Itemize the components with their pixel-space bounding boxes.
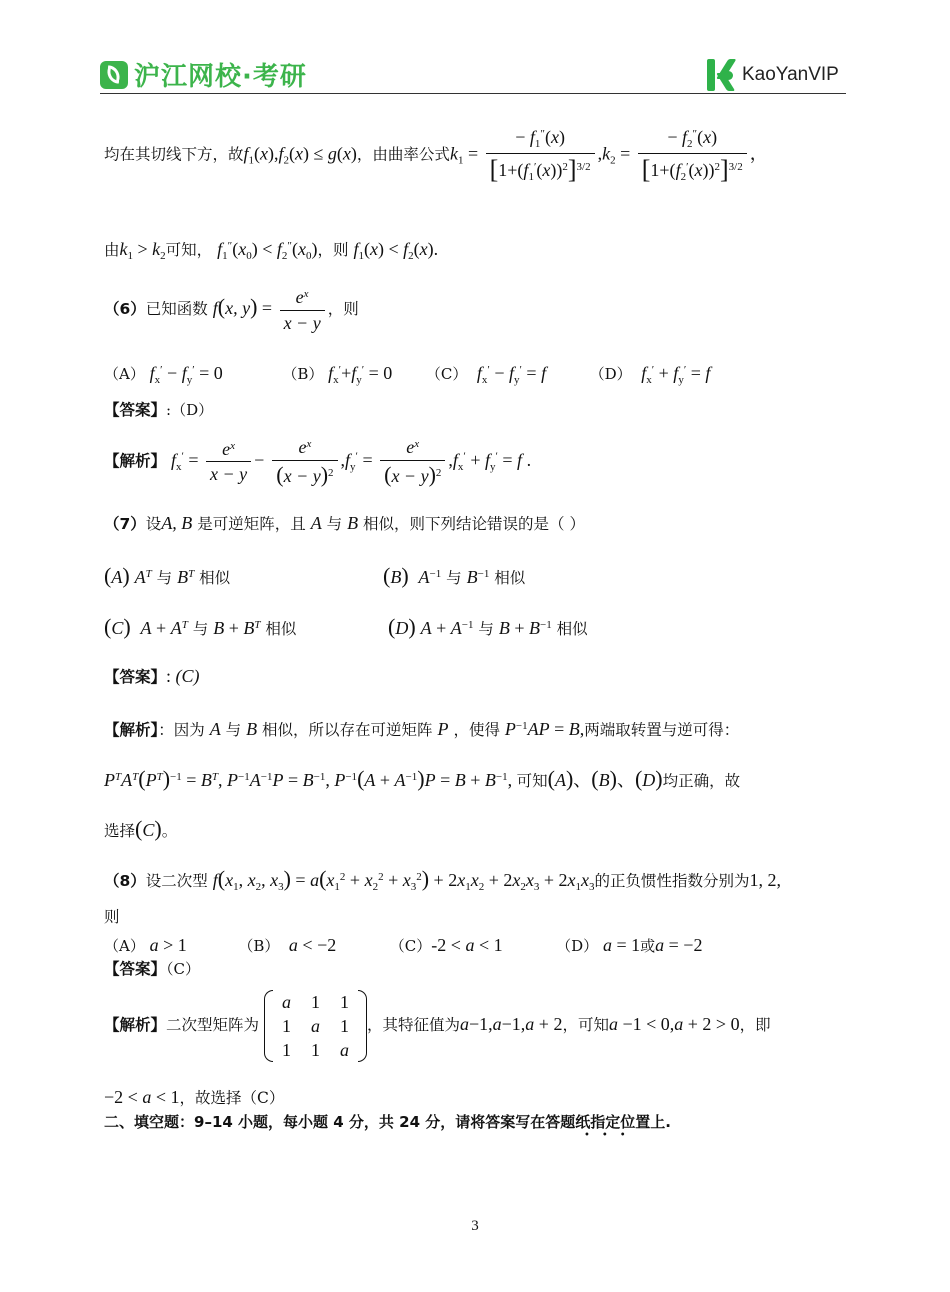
q6-solution: 【解析】 $f_x'$ = $\frac{e^x}{x - y}$ − $\frac{e^x}{(x - y)^2}$ $,f_y'$ = $\frac{e^x}{(x - y)^2}$ $,f_x' + f_y' = f$ . [104,437,532,487]
q8-number: （8） [104,872,146,890]
text: 。 [161,822,178,840]
question-7: （7）设A, B 是可逆矩阵，且 A 与 B 相似，则下列结论错误的是（ ） [104,513,585,533]
fraction: $\frac{e^x}{x - y}$ [206,440,251,484]
text: ，则 [317,241,349,259]
q7-solution-2: $P^TA^T(P^T)^{-1} = B^T$, $P^{-1}A^{-1}P = B^{-1}$, $P^{-1}(A + A^{-1})P = B + B^{-1}$, 可知(A)、(B)、(D)均正确，故 [104,766,741,791]
section-2-heading: 二、填空题：9–14 小题，每小题 4 分，共 24 分，请将答案写在答题纸指定位置上. [104,1113,671,1131]
text: 两端取转置与逆可得： [584,721,740,739]
matrix-cell: a [310,1016,320,1036]
solution-label: 【解析】 [104,451,167,470]
text: ，由曲率公式 [356,145,450,164]
text: 设二次型 [145,872,208,890]
text: 的正负惯性指数分别为 [594,872,750,890]
option-label: （C） [425,365,468,383]
question-6: （6）已知函数 f(x, y) = $\frac{e^x}{x - y}$ ，则 [104,287,359,333]
k2-fraction: $\frac{- f_2''(x)}{[1+(f_2'(x))^2]^{3/2}}$ [638,128,747,183]
q7-solution-3: 选择(C)。 [104,816,178,841]
text: -2 [431,935,447,955]
q8-continuation [104,910,120,926]
q7-option-a: (A) $A^T$ 与 $B^T$ 相似 [104,563,231,588]
text: ，即 [739,1016,771,1034]
q8-answer [104,962,200,978]
text: ：因为 [158,721,205,739]
option-label: （D） [589,365,632,383]
option-label: （B） [238,937,280,955]
kaoyanvip-logo-text: KaoYanVIP [742,64,839,85]
comparison-line: 由$k_1 > k_2$可知， $f_1''(x_0) < f_2''(x_0)$，则 $f_1(x) < f_2(x)$. [104,239,439,263]
text: 相似 [265,620,297,638]
option-label: （A） [104,937,145,955]
solution-label: 【解析】 [104,721,159,739]
text: 相似，所以存在可逆矩阵 [262,721,433,739]
text: ，故选择（C） [179,1089,285,1107]
text: 相似 [556,620,588,638]
matrix-cell: 1 [310,1040,320,1060]
text: 则 [104,908,120,926]
option-label: （A） [104,365,145,383]
matrix-cell: a [339,1040,349,1060]
text: 已知函数 [145,300,208,318]
text: 可知， [165,241,213,259]
q7-answer: 【答案】: (C) [104,666,200,686]
text: 相似，则下列结论错误的是（ ） [363,515,585,533]
text: 均在其切线下方，故 [104,145,244,164]
q8-solution-2: −2 < a < 1，故选择（C） [104,1087,285,1107]
text: 相似 [199,569,231,587]
text: 二次型矩阵为 [166,1016,260,1034]
text: ，则 [327,300,359,318]
q7-option-c: (C) $A + A^T$ 与 $B + B^T$ 相似 [104,614,297,639]
answer-value: (C) [175,666,200,686]
matrix-cell: 1 [281,1040,291,1060]
quadratic-form-matrix [264,990,367,1062]
q7-number: （7） [104,515,146,533]
answer-label: 【答案】 [104,668,167,686]
text: 设 [145,515,162,533]
k1-fraction: $\frac{- f_1''(x)}{[1+(f_1'(x))^2]^{3/2}}$ [486,128,595,183]
solution-label: 【解析】 [104,1016,167,1034]
q7-option-b: (B) $A^{-1}$ 与 $B^{-1}$ 相似 [383,563,526,588]
q6-number: （6） [104,300,146,318]
q8-solution-1: 【解析】二次型矩阵为 a 1 1 1 a 1 1 1 a ，其特征值为a−1,a−1,a + 2，可知a −1 < 0,a + 2 > 0，即 [104,992,771,1060]
text: 与 [478,620,494,638]
text: ，可知 [562,1016,609,1034]
text: 是可逆矩阵，且 [197,515,306,533]
matrix-cell: 1 [281,1016,291,1036]
text: 选择 [104,822,136,840]
option-label: （C） [389,937,432,955]
fraction: $\frac{e^x}{(x - y)^2}$ [380,438,445,486]
curvature-line: 均在其切线下方，故$f_1(x),f_2(x) \le g(x)$，由曲率公式$k_1$ = $\frac{- f_1''(x)}{[1+(f_1'(x))^2]^{3/2}}$ $,k_2$ = $\frac{- f_2''(x)}{[1+(f_2'(x))^2]^{3/2}}$ ， [104,127,768,185]
text: 与 [225,721,242,739]
answer-value: :（D） [166,401,214,419]
text: ，使得 [453,721,500,739]
page-number: 3 [471,1218,479,1234]
matrix-cell: 1 [339,1016,349,1036]
text: 由 [104,241,120,259]
text: 与 [156,569,173,587]
hujiang-logo-text: 沪江网校·考研 [134,62,307,92]
matrix-cell: 1 [339,992,349,1012]
emphasis-dots: ••• [584,1130,638,1141]
inertia-indices: 1, 2 [749,870,777,890]
matrix-cell: 1 [310,992,320,1012]
text: 可知 [516,772,548,790]
text: ，其特征值为 [366,1016,460,1034]
q7-option-d: (D) $A + A^{-1}$ 与 $B + B^{-1}$ 相似 [388,614,588,639]
answer-value: （C） [166,960,200,978]
question-8: （8）设二次型 $f(x_1$, $x_2$, $x_3) = a(x_1^2 + x_2^2 + x_3^2) + 2x_1x_2 + 2x_2x_3 + 2x_1x_3$的正负惯性指数分别为1, 2, [104,866,782,894]
text: 与 [446,569,462,587]
q6-answer [104,403,213,419]
text: 与 [326,515,343,533]
text: 相似 [494,569,526,587]
q8-options: （A） a > 1 （B） a < −2 （C）-2 < a < 1 （D） a = 1或a = −2 [104,935,703,955]
text: 或 [640,937,656,955]
fraction: $\frac{e^x}{(x - y)^2}$ [272,438,337,486]
text: 均正确，故 [662,772,741,790]
option-label: （D） [556,937,599,955]
answer-label: 【答案】 [104,960,167,978]
answer-label: 【答案】 [104,401,167,419]
q6-options: （A） $f_x' - f_y' = 0$ （B） $f_x'+f_y' = 0$ （C） $f_x' - f_y' = f$ （D） $f_x' + f_y' = f$ [104,363,711,386]
text: 与 [192,620,209,638]
matrix-cell: a [281,992,291,1012]
q6-fraction: $\frac{e^x}{x - y}$ [280,288,325,332]
q7-solution-1: 【解析】：因为 A 与 B 相似，所以存在可逆矩阵 P ，使得 $P^{-1}AP = B$,两端取转置与逆可得： [104,719,740,739]
option-label: （B） [282,365,324,383]
